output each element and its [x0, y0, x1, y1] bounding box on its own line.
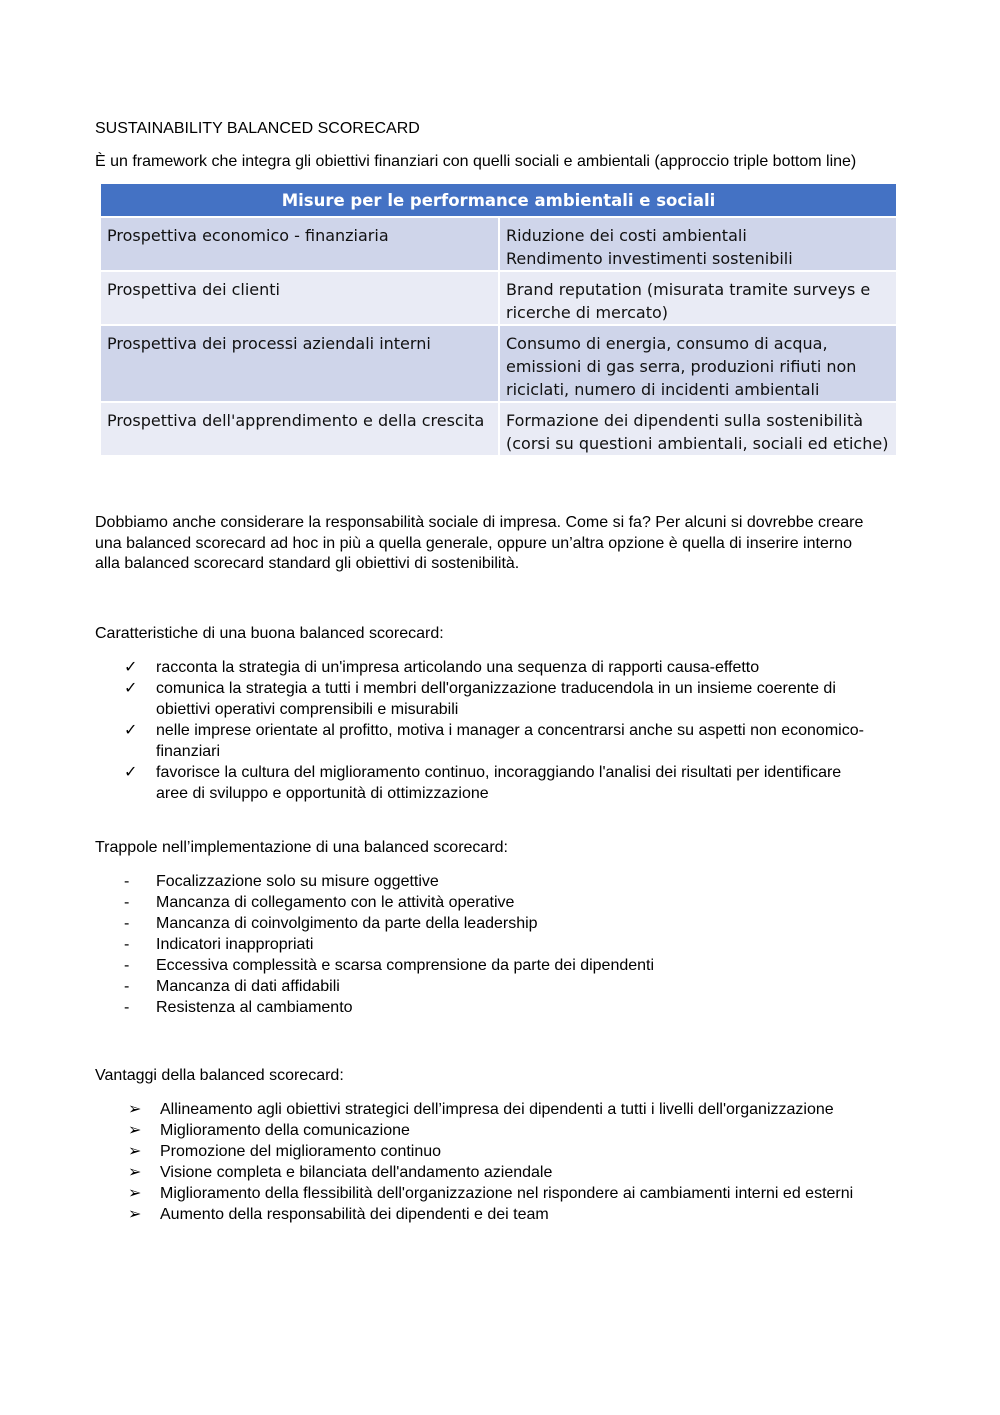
table-row: [101, 217, 896, 271]
advantages-list: [95, 1099, 907, 1225]
item-text: Mancanza di dati affidabili: [156, 977, 340, 995]
list-item: [95, 1120, 907, 1141]
list-item: [95, 997, 907, 1018]
intro-paragraph: È un framework che integra gli obiettivi finanziari con quelli sociali e ambientali (approccio triple bottom line): [95, 153, 857, 170]
list-item: [95, 892, 907, 913]
item-text: Allineamento agli obiettivi strategici dell’impresa dei dipendenti a tutti i livelli dell'organizzazione: [160, 1100, 834, 1118]
measures-table: [101, 184, 896, 457]
dash-marker: -: [124, 914, 130, 932]
measures-cell: [499, 271, 896, 325]
list-item: [95, 955, 907, 976]
item-text: Visione completa e bilanciata dell'andamento aziendale: [160, 1163, 553, 1181]
measures-cell: [499, 325, 896, 402]
measure-line: ricerche di mercato): [506, 303, 669, 322]
perspective-cell: Prospettiva dei processi aziendali interni: [101, 325, 499, 402]
list-item: [95, 1183, 907, 1204]
measures-cell: [499, 217, 896, 271]
arrow-bullet-icon: ➢: [128, 1184, 142, 1202]
perspective-cell: Prospettiva dell'apprendimento e della crescita: [101, 402, 499, 456]
item-line: favorisce la cultura del miglioramento continuo, incoraggiando l'analisi dei risultati per identificare: [156, 763, 842, 781]
item-text: Focalizzazione solo su misure oggettive: [156, 872, 439, 890]
dash-marker: -: [124, 977, 130, 995]
arrow-bullet-icon: ➢: [128, 1163, 142, 1181]
list-item: [95, 720, 907, 762]
measure-line: Rendimento investimenti sostenibili: [506, 249, 793, 268]
item-line: racconta la strategia di un'impresa articolando una sequenza di rapporti causa-effetto: [156, 658, 760, 676]
table-header: Misure per le performance ambientali e sociali: [101, 184, 896, 217]
table-row: [101, 325, 896, 402]
measures-table-container: [101, 184, 896, 457]
item-text: Resistenza al cambiamento: [156, 998, 353, 1016]
csr-paragraph: [95, 513, 907, 575]
list-item: [95, 657, 907, 678]
measure-line: Brand reputation (misurata tramite surveys e: [506, 280, 871, 299]
measure-line: emissioni di gas serra, produzioni rifiuti non: [506, 357, 857, 376]
list-item: [95, 934, 907, 955]
paragraph-line: una balanced scorecard ad hoc in più a quella generale, oppure un’altra opzione è quella di inserire interno: [95, 534, 852, 552]
list-item: [95, 678, 907, 720]
dash-marker: -: [124, 893, 130, 911]
paragraph-line: alla balanced scorecard standard gli obiettivi di sostenibilità.: [95, 555, 520, 572]
list-item: [95, 976, 907, 997]
item-text: Promozione del miglioramento continuo: [160, 1142, 442, 1160]
measure-line: Consumo di energia, consumo di acqua,: [506, 334, 828, 353]
measures-cell: [499, 402, 896, 456]
perspective-cell: Prospettiva economico - finanziaria: [101, 217, 499, 271]
list-item: [95, 1162, 907, 1183]
list-item: [95, 1141, 907, 1162]
measure-line: (corsi su questioni ambientali, sociali ed etiche): [506, 434, 889, 453]
arrow-bullet-icon: ➢: [128, 1121, 142, 1139]
document-title: SUSTAINABILITY BALANCED SCORECARD: [95, 120, 420, 137]
item-line: finanziari: [156, 742, 221, 760]
measure-line: Formazione dei dipendenti sulla sostenibilità: [506, 411, 864, 430]
item-line: comunica la strategia a tutti i membri dell'organizzazione traducendola in un insieme coerente di: [156, 679, 836, 697]
advantages-heading: Vantaggi della balanced scorecard:: [95, 1066, 344, 1084]
dash-marker: -: [124, 956, 130, 974]
item-text: Miglioramento della comunicazione: [160, 1121, 410, 1139]
item-text: Miglioramento della flessibilità dell'organizzazione nel rispondere ai cambiamenti interni ed esterni: [160, 1184, 854, 1202]
measure-line: Riduzione dei costi ambientali: [506, 226, 747, 245]
list-item: [95, 913, 907, 934]
pitfalls-list: [95, 871, 907, 1018]
paragraph-line: Dobbiamo anche considerare la responsabilità sociale di impresa. Come si fa? Per alcuni si dovrebbe creare: [95, 514, 864, 531]
perspective-cell: Prospettiva dei clienti: [101, 271, 499, 325]
item-text: Indicatori inappropriati: [156, 935, 314, 953]
characteristics-list: [95, 657, 907, 804]
arrow-bullet-icon: ➢: [128, 1205, 142, 1223]
item-text: Mancanza di collegamento con le attività operative: [156, 893, 515, 911]
item-text: Aumento della responsabilità dei dipendenti e dei team: [160, 1205, 549, 1223]
list-item: [95, 871, 907, 892]
arrow-bullet-icon: ➢: [128, 1142, 142, 1160]
list-item: [95, 1204, 907, 1225]
table-row: [101, 402, 896, 456]
item-line: nelle imprese orientate al profitto, motiva i manager a concentrarsi anche su aspetti non economico-: [156, 721, 864, 739]
dash-marker: -: [124, 998, 130, 1016]
measure-line: riciclati, numero di incidenti ambientali: [506, 380, 820, 399]
table-row: [101, 271, 896, 325]
check-mark-icon: ✓: [124, 763, 138, 781]
list-item: [95, 1099, 907, 1120]
check-mark-icon: ✓: [124, 679, 138, 697]
item-line: obiettivi operativi comprensibili e misurabili: [156, 700, 459, 718]
document-page: [95, 119, 907, 1225]
pitfalls-heading: Trappole nell’implementazione di una balanced scorecard:: [95, 838, 508, 856]
table-body: [101, 217, 896, 456]
arrow-bullet-icon: ➢: [128, 1100, 142, 1118]
dash-marker: -: [124, 935, 130, 953]
check-mark-icon: ✓: [124, 658, 138, 676]
check-mark-icon: ✓: [124, 721, 138, 739]
characteristics-heading: Caratteristiche di una buona balanced scorecard:: [95, 624, 444, 642]
dash-marker: -: [124, 872, 130, 890]
item-line: aree di sviluppo e opportunità di ottimizzazione: [156, 784, 489, 802]
list-item: [95, 762, 907, 804]
item-text: Mancanza di coinvolgimento da parte della leadership: [156, 914, 538, 932]
item-text: Eccessiva complessità e scarsa comprensione da parte dei dipendenti: [156, 956, 655, 974]
